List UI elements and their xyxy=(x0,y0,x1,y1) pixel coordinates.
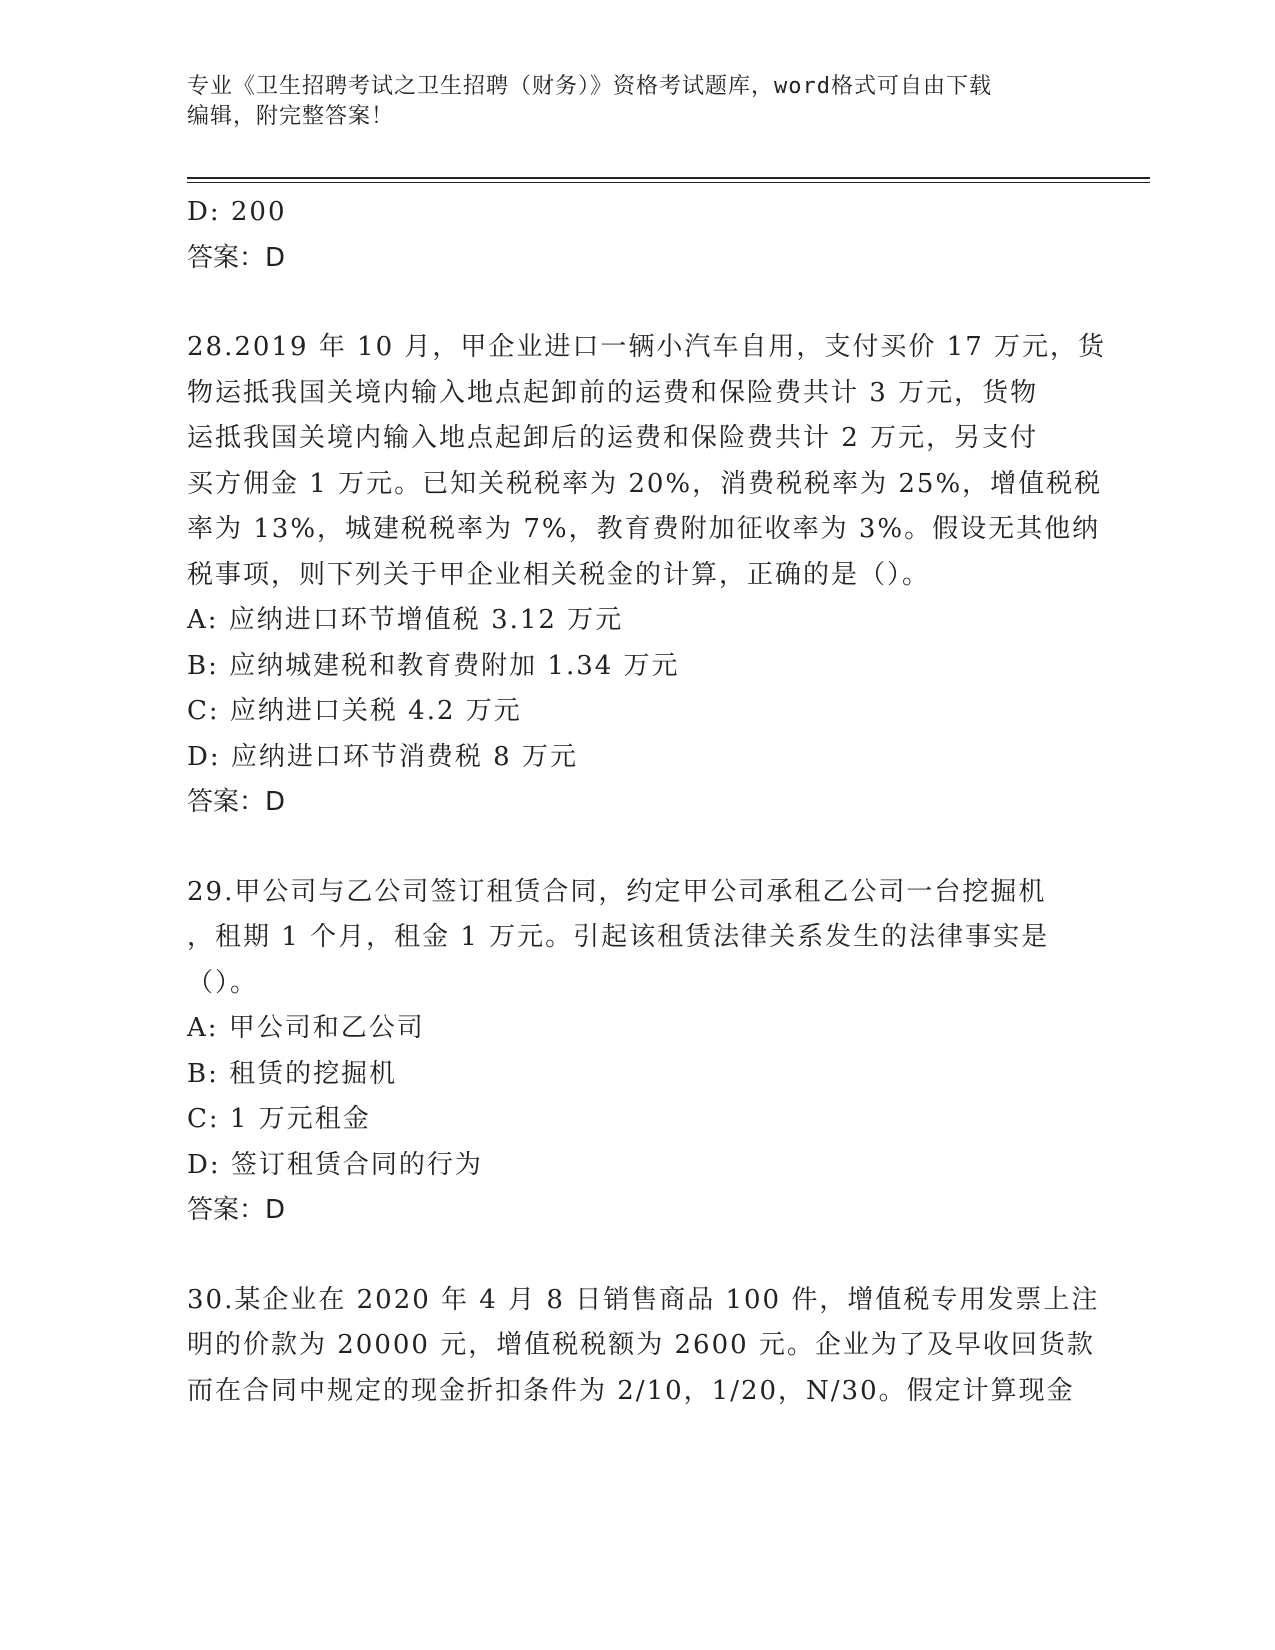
question-text-line: 29.甲公司与乙公司签订租赁合同，约定甲公司承租乙公司一台挖掘机 xyxy=(187,876,1047,907)
option-c: C: 应纳进口关税 4.2 万元 xyxy=(187,696,522,726)
option-b: B: 租赁的挖掘机 xyxy=(187,1058,398,1089)
header-rule-thin xyxy=(187,182,1150,183)
question-text-line: 明的价款为 20000 元，增值税税额为 2600 元。企业为了及早收回货款 xyxy=(187,1330,1095,1360)
document-body xyxy=(187,190,1107,1414)
option-c: C: 1 万元租金 xyxy=(187,1104,371,1134)
question-text-line: 而在合同中规定的现金折扣条件为 2/10，1/20，N/30。假定计算现金 xyxy=(187,1375,1075,1406)
question-text-line: ，租期 1 个月，租金 1 万元。引起该租赁法律关系发生的法律事实是 xyxy=(187,922,1050,952)
option-d: D: 签订租赁合同的行为 xyxy=(187,1149,483,1180)
answer: 答案：D xyxy=(187,1195,286,1225)
option-b: B: 应纳城建税和教育费附加 1.34 万元 xyxy=(187,650,680,681)
question-28 xyxy=(187,325,1107,826)
page-header xyxy=(187,72,1087,132)
question-text-line: 28.2019 年 10 月，甲企业进口一辆小汽车自用，支付买价 17 万元，货 xyxy=(187,332,1107,362)
header-rule-thick xyxy=(187,177,1150,179)
option-a: A: 应纳进口环节增值税 3.12 万元 xyxy=(187,605,624,635)
spacer xyxy=(187,826,1087,870)
question-29 xyxy=(187,870,1087,1234)
spacer xyxy=(187,281,1087,325)
answer: 答案：D xyxy=(187,242,286,273)
question-text-line: 买方佣金 1 万元。已知关税税率为 20%，消费税税率为 25%，增值税税 xyxy=(187,468,1103,499)
option-a: A: 甲公司和乙公司 xyxy=(187,1013,425,1043)
question-text-line: 运抵我国关境内输入地点起卸后的运费和保险费共计 2 万元，另支付 xyxy=(187,423,1039,453)
spacer xyxy=(187,1234,1087,1278)
question-text-line: 税事项，则下列关于甲企业相关税金的计算，正确的是（）。 xyxy=(187,559,931,590)
question-text-line: 物运抵我国关境内输入地点起卸前的运费和保险费共计 3 万元，货物 xyxy=(187,377,1039,408)
question-text-line: 率为 13%，城建税税率为 7%，教育费附加征收率为 3%。假设无其他纳 xyxy=(187,514,1101,544)
question-30 xyxy=(187,1278,1100,1415)
header-line-2: 编辑，附完整答案！ xyxy=(187,104,395,129)
question-text-line: 30.某企业在 2020 年 4 月 8 日销售商品 100 件，增值税专用发票上注 xyxy=(187,1284,1100,1315)
answer: 答案：D xyxy=(187,787,286,817)
question-text-line: （）。 xyxy=(187,967,259,998)
option-d: D: 应纳进口环节消费税 8 万元 xyxy=(187,741,578,772)
header-line-1: 专业《卫生招聘考试之卫生招聘（财务）》资格考试题库，word格式可自由下载 xyxy=(187,74,992,99)
option-d: D: 200 xyxy=(187,197,287,227)
